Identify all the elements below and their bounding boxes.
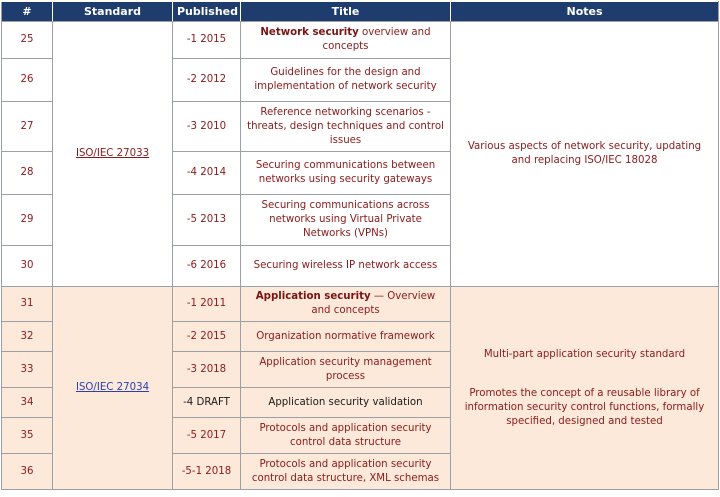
row-number: 30: [2, 246, 53, 287]
published-cell: -2 2015: [173, 322, 241, 352]
row-number: 31: [2, 287, 53, 322]
row-number: 25: [2, 22, 53, 59]
title-cell: [241, 22, 451, 59]
notes-spacer: [457, 362, 712, 387]
title-cell: Securing wireless IP network access: [241, 246, 451, 287]
title-cell: Securing communications between networks using security gateways: [241, 152, 451, 195]
published-cell: -5 2013: [173, 195, 241, 246]
title-bold: Network security: [260, 27, 359, 38]
row-number: 26: [2, 59, 53, 102]
standard-cell: [53, 287, 173, 490]
published-cell: -3 2010: [173, 102, 241, 152]
published-cell: -5 2017: [173, 418, 241, 454]
table-row: [2, 287, 719, 322]
published-cell: -1 2011: [173, 287, 241, 322]
table-row: [2, 22, 719, 59]
title-cell: Application security management process: [241, 352, 451, 388]
title-bold: Application security: [255, 291, 371, 302]
header-standard: Standard: [53, 2, 173, 22]
published-cell: -6 2016: [173, 246, 241, 287]
title-cell: Reference networking scenarios - threats, design techniques and control issues: [241, 102, 451, 152]
notes-text: Promotes the concept of a reusable library of information security control functions, formally specified, designed and tested: [464, 387, 705, 427]
published-cell: -5-1 2018: [173, 454, 241, 490]
title-cell: Protocols and application security control data structure, XML schemas: [241, 454, 451, 490]
title-text: — Overview and concepts: [311, 291, 436, 316]
title-cell: [241, 287, 451, 322]
header-title: Title: [241, 2, 451, 22]
notes-cell: [451, 287, 719, 490]
title-text: overview and concepts: [322, 27, 431, 52]
title-cell: Securing communications across networks using Virtual Private Networks (VPNs): [241, 195, 451, 246]
standards-table: [1, 1, 719, 490]
row-number: 32: [2, 322, 53, 352]
published-cell: -1 2015: [173, 22, 241, 59]
standard-cell: [53, 22, 173, 287]
header-number: #: [2, 2, 53, 22]
header-published: Published: [173, 2, 241, 22]
title-cell: Application security validation: [241, 388, 451, 418]
notes-text: Multi-part application security standard: [483, 348, 686, 360]
header-row: [2, 2, 719, 22]
published-cell: -2 2012: [173, 59, 241, 102]
row-number: 33: [2, 352, 53, 388]
title-cell: Organization normative framework: [241, 322, 451, 352]
notes-text: Various aspects of network security, updating and replacing ISO/IEC 18028: [467, 141, 702, 166]
row-number: 34: [2, 388, 53, 418]
row-number: 35: [2, 418, 53, 454]
row-number: 27: [2, 102, 53, 152]
row-number: 28: [2, 152, 53, 195]
notes-cell: [451, 22, 719, 287]
published-cell: -4 DRAFT: [173, 388, 241, 418]
title-cell: Guidelines for the design and implementation of network security: [241, 59, 451, 102]
row-number: 29: [2, 195, 53, 246]
published-cell: -3 2018: [173, 352, 241, 388]
published-cell: -4 2014: [173, 152, 241, 195]
header-notes: Notes: [451, 2, 719, 22]
row-number: 36: [2, 454, 53, 490]
standard-link-27033[interactable]: ISO/IEC 27033: [75, 148, 150, 159]
standard-link-27034[interactable]: ISO/IEC 27034: [75, 382, 150, 393]
title-cell: Protocols and application security control data structure: [241, 418, 451, 454]
